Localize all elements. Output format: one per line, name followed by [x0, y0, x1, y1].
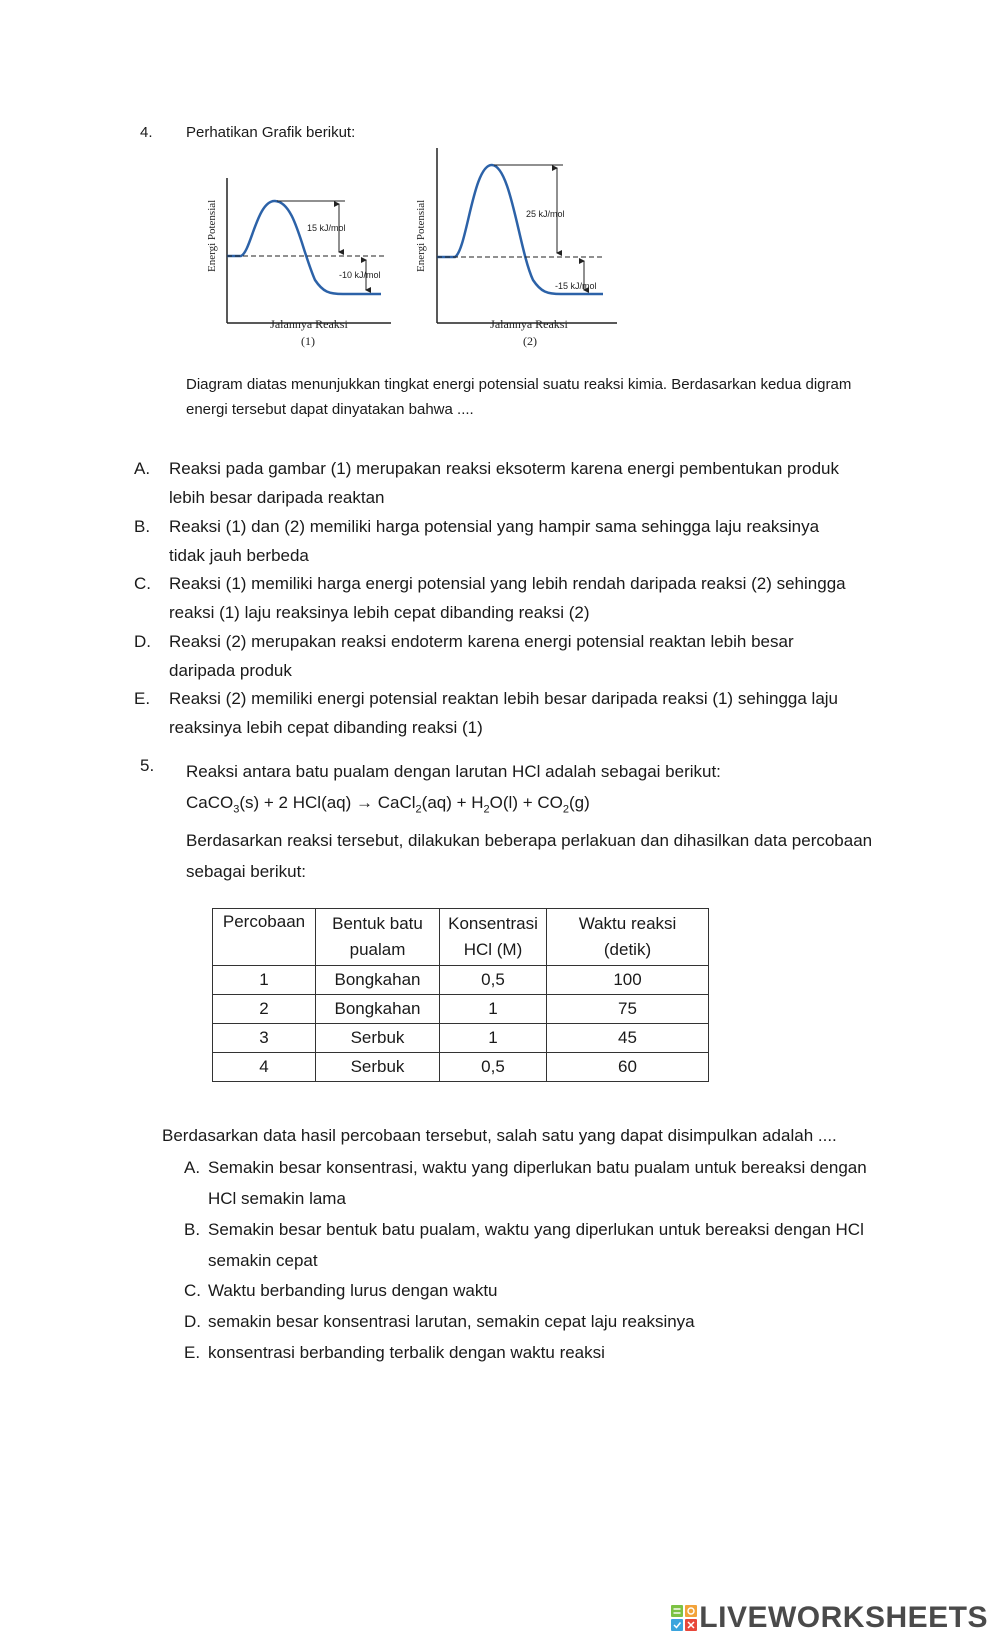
chemical-equation: CaCO$_3$(s) + 2 HCl(aq) → CaCl$_2$(aq) + $H_2O(l) + CO_2(g)$: [186, 793, 590, 816]
logo-text: LIVEWORKSHEETS: [699, 1601, 988, 1634]
option-letter: E.: [134, 689, 151, 708]
diagram-2-number: (2): [523, 334, 537, 348]
liveworksheets-logo-icon: [671, 1605, 697, 1631]
table-cell: 0,5: [440, 966, 547, 995]
table-row: [213, 1024, 709, 1053]
table-cell: 0,5: [440, 1053, 547, 1082]
diagram-caption: Diagram diatas menunjukkan tingkat energi potensial suatu reaksi kimia. Berdasarkan kedua digram energi tersebut dapat dinyatakan bahwa ....: [186, 376, 852, 418]
table-cell: 45: [547, 1024, 709, 1053]
diagram-1-number: (1): [301, 334, 315, 348]
table-cell: 100: [547, 966, 709, 995]
diagram-2-lower-label: -15 kJ/mol: [555, 281, 597, 291]
option-text: Reaksi (1) dan (2) memiliki harga potensial yang hampir sama sehingga laju reaksinya tidak jauh berbeda: [169, 517, 820, 565]
option-letter: D.: [134, 632, 151, 651]
table-cell: 75: [547, 995, 709, 1024]
table-cell: 1: [440, 995, 547, 1024]
option-text: Semakin besar bentuk batu pualam, waktu yang diperlukan untuk bereaksi dengan HCl semakin cepat: [208, 1220, 864, 1270]
diagram-2-x-label: Jalannya Reaksi: [490, 317, 568, 331]
diagram-1-x-label: Jalannya Reaksi: [270, 317, 348, 331]
diagram-1-y-label: Energi Potensial: [206, 199, 218, 272]
table-cell: 4: [213, 1053, 316, 1082]
diagram-2-upper-label: 25 kJ/mol: [526, 209, 565, 219]
question-5-context: Berdasarkan reaksi tersebut, dilakukan beberapa perlakuan dan dihasilkan data percobaan sebagai berikut:: [186, 831, 873, 882]
diagram-2-y-label: Energi Potensial: [415, 199, 427, 272]
table-header-cell: Bentuk batu pualam: [316, 909, 440, 966]
table-row: [213, 995, 709, 1024]
option-text: Waktu berbanding lurus dengan waktu: [208, 1281, 498, 1300]
question-4-number: 4.: [140, 124, 153, 141]
table-header-cell: Percobaan: [213, 909, 316, 966]
question-5-body: [186, 756, 886, 887]
table-cell: 60: [547, 1053, 709, 1082]
option-letter: A.: [134, 459, 151, 478]
experiment-table: [212, 908, 709, 1082]
diagram-2-curve: [437, 165, 603, 294]
option-letter: C.: [134, 574, 151, 593]
table-cell: Serbuk: [316, 1053, 440, 1082]
liveworksheets-logo[interactable]: [671, 1601, 988, 1635]
table-cell: Bongkahan: [316, 966, 440, 995]
option-letter: E.: [184, 1343, 201, 1362]
diagram-1-lower-label: -10 kJ/mol: [339, 270, 381, 280]
option-letter: B.: [134, 517, 151, 536]
option-text: Reaksi pada gambar (1) merupakan reaksi eksoterm karena energi pembentukan produk lebih besar daripada reaktan: [169, 459, 839, 507]
option-letter: B.: [184, 1220, 201, 1239]
table-cell: 3: [213, 1024, 316, 1053]
option-text: Reaksi (1) memiliki harga energi potensial yang lebih rendah daripada reaksi (2) sehingga reaksi (1) laju reaksinya lebih cepat dibanding reaksi (2): [169, 574, 846, 622]
diagram-1-curve: [227, 201, 381, 294]
option-text: Semakin besar konsentrasi, waktu yang diperlukan batu pualam untuk bereaksi dengan HCl semakin lama: [208, 1158, 867, 1208]
option-letter: D.: [184, 1312, 201, 1331]
table-cell: Serbuk: [316, 1024, 440, 1053]
option-text: semakin besar konsentrasi larutan, semakin cepat laju reaksinya: [208, 1312, 695, 1331]
table-header-cell: Waktu reaksi (detik): [547, 909, 709, 966]
question-4-prompt: Perhatikan Grafik berikut:: [186, 124, 356, 141]
table-header-row: [213, 909, 709, 966]
option-text: Reaksi (2) memiliki energi potensial reaktan lebih besar daripada reaksi (1) sehingga laju reaksinya lebih cepat dibanding reaksi (1): [169, 689, 839, 737]
option-letter: A.: [184, 1158, 201, 1177]
table-row: [213, 1053, 709, 1082]
table-row: [213, 966, 709, 995]
energy-diagrams: [205, 140, 635, 370]
diagram-1-upper-label: 15 kJ/mol: [307, 223, 346, 233]
table-cell: Bongkahan: [316, 995, 440, 1024]
question-5-intro: Reaksi antara batu pualam dengan larutan HCl adalah sebagai berikut:: [186, 762, 721, 781]
table-header-cell: Konsentrasi HCl (M): [440, 909, 547, 966]
option-text: konsentrasi berbanding terbalik dengan waktu reaksi: [208, 1343, 605, 1362]
option-text: Reaksi (2) merupakan reaksi endoterm karena energi potensial reaktan lebih besar daripada produk: [169, 632, 794, 680]
option-letter: C.: [184, 1281, 201, 1300]
table-cell: 1: [213, 966, 316, 995]
table-cell: 1: [440, 1024, 547, 1053]
table-cell: 2: [213, 995, 316, 1024]
diagram-1: [206, 178, 391, 348]
diagram-2: [415, 148, 617, 348]
question-5-conclusion-prompt: Berdasarkan data hasil percobaan tersebut, salah satu yang dapat disimpulkan adalah ....: [162, 1126, 837, 1145]
question-5-number: 5.: [140, 756, 155, 775]
